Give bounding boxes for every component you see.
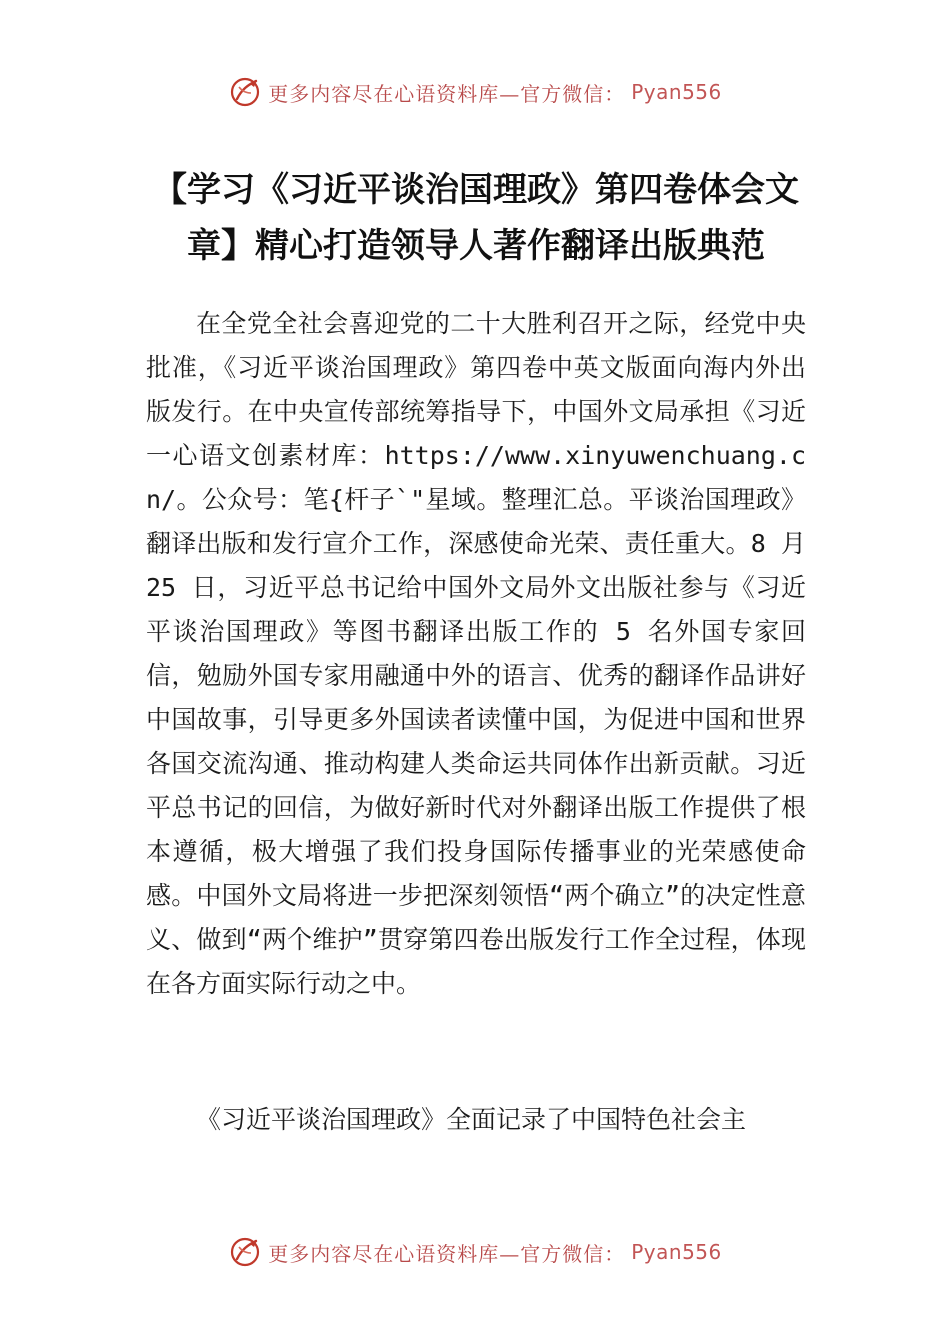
paragraph-2: 《习近平谈治国理政》全面记录了中国特色社会主 [196, 1105, 747, 1134]
watermark-wechat-id: Pyan556 [631, 1240, 722, 1264]
header-watermark [0, 72, 950, 112]
footer-watermark [0, 1232, 950, 1272]
library-logo-icon [228, 75, 262, 109]
watermark-text: 更多内容尽在心语资料库—官方微信： [268, 81, 626, 106]
library-logo-icon [228, 1235, 262, 1269]
document-title: 【学习《习近平谈治国理政》第四卷体会文章】精心打造领导人著作翻译出版典范 [153, 170, 799, 266]
watermark-wechat-id: Pyan556 [631, 80, 722, 104]
paragraph-1: 在全党全社会喜迎党的二十大胜利召开之际，经党中央批准，《习近平谈治国理政》第四卷中英文版面向海内外出版发行。在中央宣传部统筹指导下，中国外文局承担《习近一心语文创素材库：https://www.xinyuwenchuang.cn/。公众号：笔{杆子`"星域。整理汇总。平谈治国理政》翻译出版和发行宣介工作，深感使命光荣、责任重大。8 月 25 日，习近平总书记给中国外文局外文出版社参与《习近平谈治国理政》等图书翻译出版工作的 5 名外国专家回信，勉励外国专家用融通中外的语言、优秀的翻译作品讲好中国故事，引导更多外国读者读懂中国，为促进中国和世界各国交流沟通、推动构建人类命运共同体作出新贡献。习近平总书记的回信，为做好新时代对外翻译出版工作提供了根本遵循，极大增强了我们投身国际传播事业的光荣感使命感。中国外文局将进一步把深刻领悟“两个确立”的决定性意义、做到“两个维护”贯穿第四卷出版发行工作全过程，体现在各方面实际行动之中。 [146, 309, 806, 998]
watermark-text: 更多内容尽在心语资料库—官方微信： [268, 1241, 626, 1266]
